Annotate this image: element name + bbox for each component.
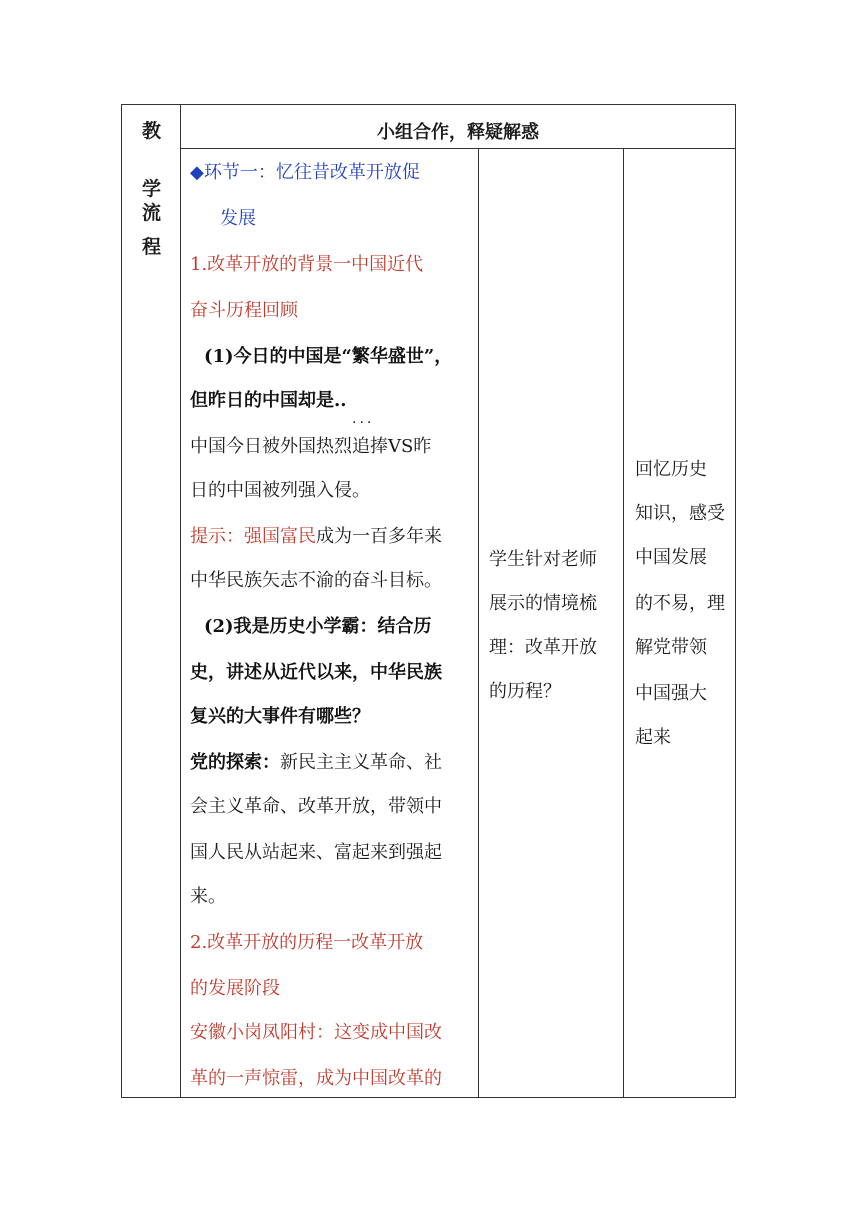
party-text-cont: 国人民从站起来、富起来到强起 bbox=[190, 842, 442, 863]
question-text-cont: 复兴的大事件有哪些？ bbox=[190, 706, 370, 727]
party-label: 党的探索： bbox=[190, 752, 280, 773]
party-line bbox=[190, 748, 442, 778]
party-text-cont: 会主义革命、改革开放，带领中 bbox=[190, 796, 442, 817]
table-border-left bbox=[121, 104, 122, 1098]
ellipsis-dots: ... bbox=[352, 411, 375, 427]
item-heading: 2.改革开放的历程一改革开放 bbox=[190, 932, 424, 953]
question-text: (1)今日的中国是“繁华盛世”， bbox=[204, 346, 453, 367]
table-divider-col3 bbox=[623, 148, 624, 1098]
intent-line: 中国强大 bbox=[635, 683, 707, 704]
sidebar-char: 学 bbox=[142, 178, 162, 200]
table-header-divider bbox=[180, 148, 736, 149]
intent-line: 回忆历史 bbox=[635, 459, 707, 480]
sidebar-char: 程 bbox=[142, 236, 162, 258]
question-text-cont: 史，讲述从近代以来，中华民族 bbox=[190, 662, 442, 683]
sidebar-char: 流 bbox=[142, 202, 162, 224]
table-divider-sidebar bbox=[180, 104, 181, 1098]
answer-text: 中国今日被外国热烈追捧VS昨 bbox=[190, 436, 432, 457]
hint-keyword: 强国富民 bbox=[244, 526, 316, 547]
intent-line: 解党带领 bbox=[635, 637, 707, 658]
item-heading-cont: 奋斗历程回顾 bbox=[190, 300, 298, 321]
question-text: (2)我是历史小学霸：结合历 bbox=[204, 616, 432, 637]
party-text-cont: 来。 bbox=[190, 886, 226, 907]
hint-line bbox=[190, 522, 442, 552]
table-border-right bbox=[735, 104, 736, 1098]
sidebar-char: 教 bbox=[142, 120, 162, 142]
intent-line: 知识，感受 bbox=[635, 503, 725, 524]
case-text-cont: 革的一声惊雷，成为中国改革的 bbox=[190, 1068, 442, 1089]
hint-label: 提示： bbox=[190, 526, 244, 547]
section-title-cont: 发展 bbox=[220, 208, 256, 229]
intent-line: 的不易，理 bbox=[635, 593, 725, 614]
table-border-bottom bbox=[121, 1097, 736, 1098]
item-heading: 1.改革开放的背景一中国近代 bbox=[190, 254, 424, 275]
table-divider-col2 bbox=[478, 148, 479, 1098]
student-line: 学生针对老师 bbox=[489, 549, 597, 570]
answer-text-cont: 日的中国被列强入侵。 bbox=[190, 480, 370, 501]
table-border-top bbox=[121, 104, 736, 105]
section-header-title: 小组合作，释疑解惑 bbox=[377, 122, 539, 143]
student-line: 的历程？ bbox=[489, 681, 561, 702]
case-text: 安徽小岗凤阳村：这变成中国改 bbox=[190, 1022, 442, 1043]
party-text: 新民主主义革命、社 bbox=[280, 752, 442, 773]
intent-line: 中国发展 bbox=[635, 547, 707, 568]
hint-text: 成为一百多年来 bbox=[316, 526, 442, 547]
item-heading-cont: 的发展阶段 bbox=[190, 978, 280, 999]
question-text-cont: 但昨日的中国却是.. bbox=[190, 390, 347, 411]
intent-line: 起来 bbox=[635, 727, 671, 748]
hint-text-cont: 中华民族矢志不渝的奋斗目标。 bbox=[190, 570, 442, 591]
section-title: ◆环节一：忆往昔改革开放促 bbox=[190, 162, 420, 183]
student-line: 展示的情境梳 bbox=[489, 593, 597, 614]
student-line: 理：改革开放 bbox=[489, 637, 597, 658]
